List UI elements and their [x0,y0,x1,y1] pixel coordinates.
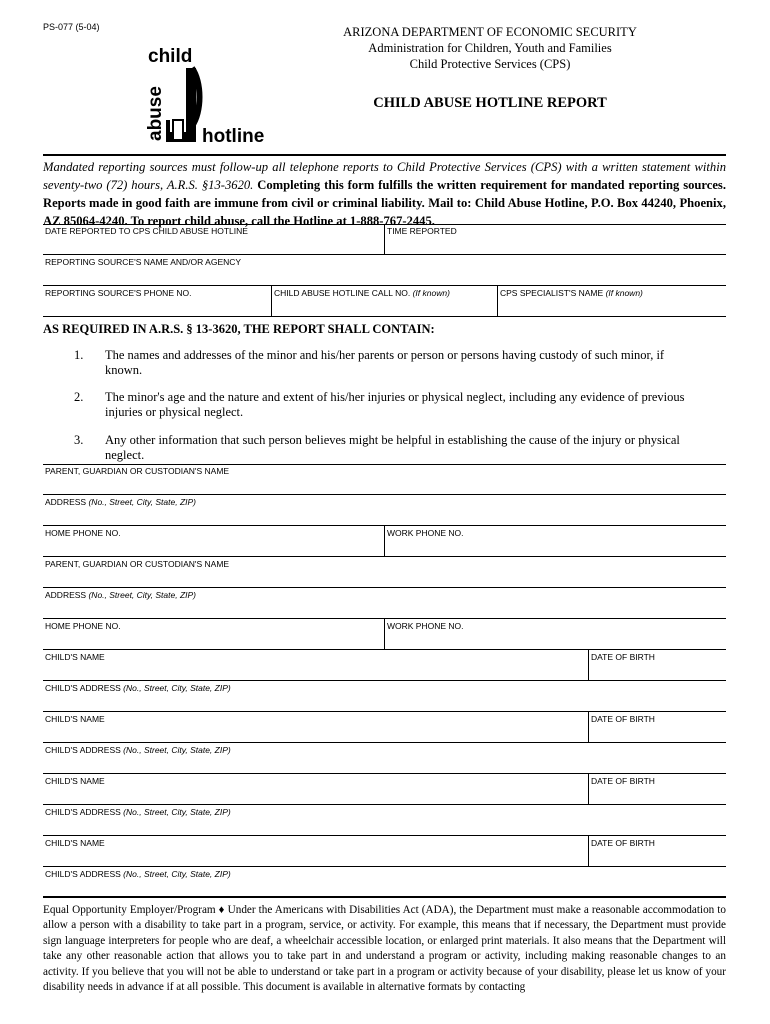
intro-paragraph [43,158,726,230]
requirements-heading: AS REQUIRED IN A.R.S. § 13-3620, THE REPORT SHALL CONTAIN: [43,322,435,336]
source-name-label: REPORTING SOURCE'S NAME AND/OR AGENCY [45,257,242,267]
guardian-address-field[interactable] [43,495,726,526]
child-address-field[interactable] [43,805,726,836]
date-of-birth-field[interactable] [588,650,726,681]
work-phone-label: WORK PHONE NO. [387,621,464,631]
date-of-birth-label: DATE OF BIRTH [591,776,655,786]
logo-word-child: child [148,46,193,67]
guardian-address-label: ADDRESS (No., Street, City, State, ZIP) [45,590,197,600]
guardian-address-label: ADDRESS (No., Street, City, State, ZIP) [45,497,197,507]
logo-word-hotline: hotline [202,126,265,146]
date-of-birth-field[interactable] [588,836,726,867]
child-name-field[interactable] [43,650,588,681]
date-of-birth-field[interactable] [588,774,726,805]
call-number-label: CHILD ABUSE HOTLINE CALL NO. (If known) [274,288,450,298]
child-address-field[interactable] [43,681,726,712]
child-name-label: CHILD'S NAME [45,714,105,724]
child-name-field[interactable] [43,774,588,805]
guardian-address-field[interactable] [43,588,726,619]
date-of-birth-field[interactable] [588,712,726,743]
child-address-label: CHILD'S ADDRESS (No., Street, City, State, ZIP) [45,745,231,755]
source-name-field[interactable] [43,255,726,286]
work-phone-field[interactable] [384,619,726,650]
logo-word-abuse: abuse [145,86,166,141]
guardian-name-label: PARENT, GUARDIAN OR CUSTODIAN'S NAME [45,559,230,569]
agency-name: ARIZONA DEPARTMENT OF ECONOMIC SECURITY [343,25,637,39]
intro-italic-text: Mandated reporting sources must follow-up all telephone reports to Child Protective Services (CPS) with a written statement within seventy-two (72) hours, A.R.S. §13-3620. [43,160,726,192]
form-number: PS-077 (5-04) [43,22,100,32]
time-reported-label: TIME REPORTED [387,226,457,236]
intro-bold-text: Completing this form fulfills the written requirement for mandated reporting sources. Reports made in good faith are immune from civil or criminal liability. Mail to: Child Abuse Hotline, P.O. Box 44240, Phoenix, AZ 85064-4240. To report child abuse, call the Hotline at 1-888-767-2445. [43,178,726,228]
header-divider [43,154,726,156]
child-name-label: CHILD'S NAME [45,776,105,786]
child-name-label: CHILD'S NAME [45,652,105,662]
guardian-name-field[interactable] [43,557,726,588]
form-title: CHILD ABUSE HOTLINE REPORT [373,95,607,111]
child-address-field[interactable] [43,743,726,774]
date-of-birth-label: DATE OF BIRTH [591,714,655,724]
date-reported-field[interactable] [43,224,384,255]
work-phone-field[interactable] [384,526,726,557]
guardian-name-field[interactable] [43,464,726,495]
call-number-field[interactable] [271,286,497,317]
child-name-field[interactable] [43,836,588,867]
cps-specialist-field[interactable] [497,286,726,317]
source-phone-field[interactable] [43,286,271,317]
child-address-label: CHILD'S ADDRESS (No., Street, City, State, ZIP) [45,683,231,693]
child-address-label: CHILD'S ADDRESS (No., Street, City, State, ZIP) [45,869,231,879]
home-phone-field[interactable] [43,526,384,557]
time-reported-field[interactable] [384,224,726,255]
home-phone-field[interactable] [43,619,384,650]
division-name: Administration for Children, Youth and Families [368,41,612,55]
source-phone-label: REPORTING SOURCE'S PHONE NO. [45,288,192,298]
ada-notice: Equal Opportunity Employer/Program ♦ Under the Americans with Disabilities Act (ADA), the Department must make a reasonable accommodation to allow a person with a disability to take part in a program, service, or activity. For example, this means that if necessary, the Department must provide sign language interpreters for people who are deaf, a wheelchair accessible location, or enlarged print materials. It also means that the Department will take any other reasonable action that allows you to take part in and understand a program or activity, including making reasonable changes to an activity. If you believe that you will not be able to understand or take part in a program or activity because of your disability, please let us know of your disability needs in advance if at all possible. This document is available in alternative formats by contacting [43,904,726,994]
program-name: Child Protective Services (CPS) [409,57,571,71]
home-phone-label: HOME PHONE NO. [45,528,121,538]
child-address-label: CHILD'S ADDRESS (No., Street, City, State, ZIP) [45,807,231,817]
child-address-field[interactable] [43,867,726,898]
child-name-field[interactable] [43,712,588,743]
date-of-birth-label: DATE OF BIRTH [591,838,655,848]
home-phone-label: HOME PHONE NO. [45,621,121,631]
cps-specialist-label: CPS SPECIALIST'S NAME (If known) [500,288,643,298]
work-phone-label: WORK PHONE NO. [387,528,464,538]
date-of-birth-label: DATE OF BIRTH [591,652,655,662]
child-name-label: CHILD'S NAME [45,838,105,848]
date-reported-label: DATE REPORTED TO CPS CHILD ABUSE HOTLINE [45,226,248,236]
guardian-name-label: PARENT, GUARDIAN OR CUSTODIAN'S NAME [45,466,230,476]
